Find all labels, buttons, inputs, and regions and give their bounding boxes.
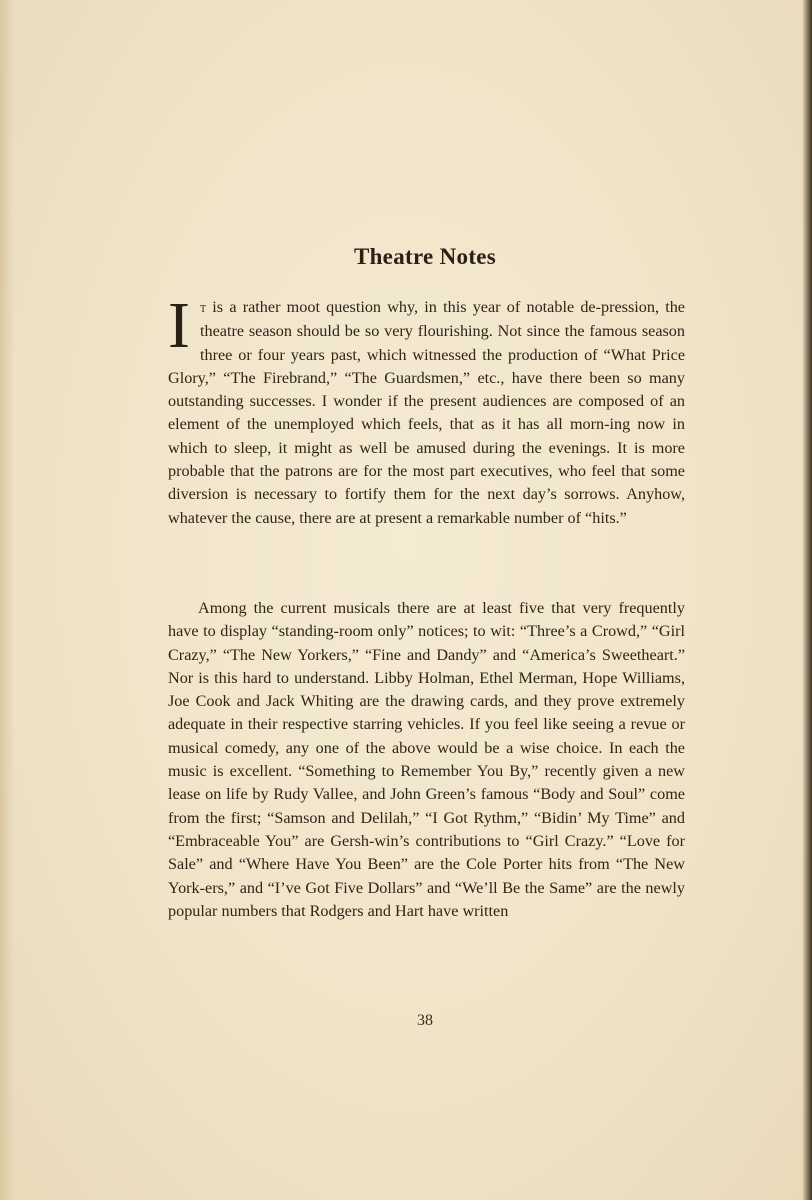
paragraph-1 <box>168 289 685 530</box>
article-title: Theatre Notes <box>353 244 497 269</box>
paragraph-1-body: is a rather moot question why, in this year of notable de-pression, the theatre season should be so very flourishing. Not since the famous season three or four years past, which witnessed the production of “What Price Glory,” “The Firebrand,” “The Guardsmen,” etc., have there been so many outstanding successes. I wonder if the present audiences are composed of an element of the unemployed which feels, that as it has all morn-ing now in which to sleep, it might as well be amused during the evenings. It is more probable that the patrons are for the most part executives, who feel that some diversion is necessary to fortify them for the next day’s sorrows. Anyhow, whatever the cause, there are at present a remarkable number of “hits.” <box>168 298 685 527</box>
paragraph-2-body: Among the current musicals there are at least five that very frequently have to display “standing-room only” notices; to wit: “Three’s a Crowd,” “Girl Crazy,” “The New Yorkers,” “Fine and Dandy” and “America’s Sweetheart.” Nor is this hard to understand. Libby Holman, Ethel Merman, Hope Williams, Joe Cook and Jack Whiting are the drawing cards, and they prove extremely adequate in their respective starring vehicles. If you feel like seeing a revue or musical comedy, any one of the above would be a wise choice. In each the music is excellent. “Something to Remember You By,” recently given a new lease on life by Rudy Vallee, and John Green’s famous “Body and Soul” come from the first; “Samson and Delilah,” “I Got Rythm,” “Bidin’ My Time” and “Embraceable You” are Gersh-win’s contributions to “Girl Crazy.” “Love for Sale” and “Where Have You Been” are the Cole Porter hits from “The New York-ers,” and “I’ve Got Five Dollars” and “We’ll Be the Same” are the newly popular numbers that Rodgers and Hart have written <box>168 599 685 920</box>
paragraph-2 <box>168 597 685 923</box>
opening-small-caps: t <box>199 301 207 316</box>
page-number: 38 <box>417 1012 433 1029</box>
drop-cap: I <box>168 289 190 362</box>
